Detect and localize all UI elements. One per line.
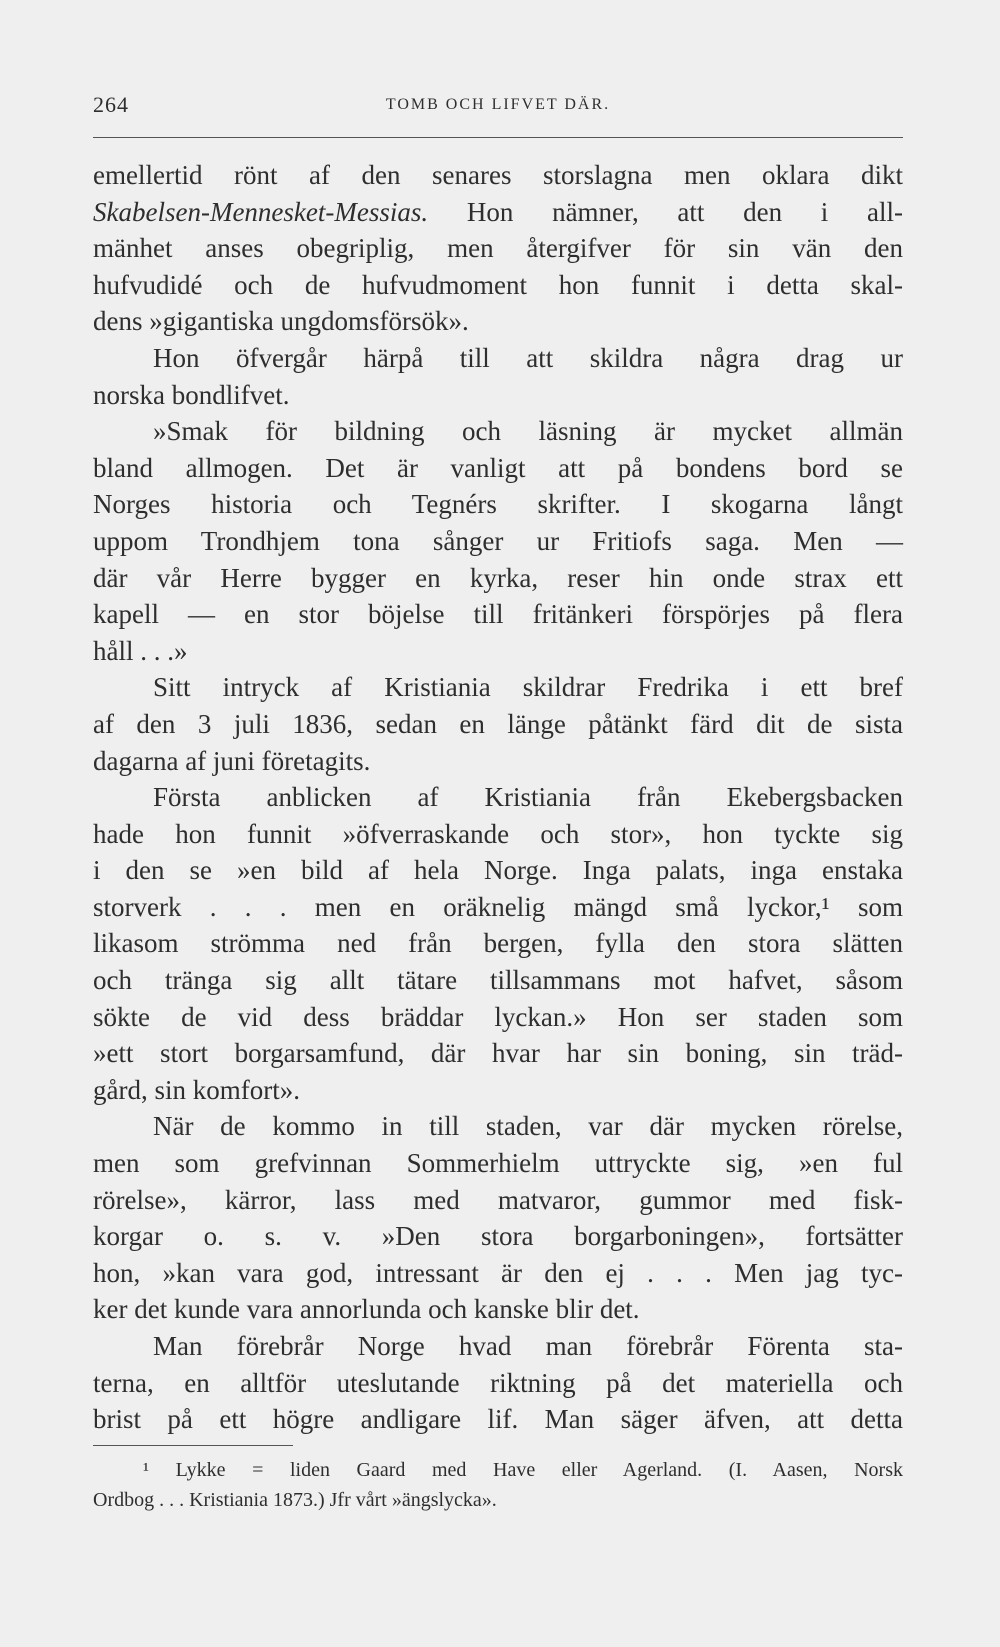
page-number: 264 bbox=[93, 92, 129, 117]
text-line: kapell — en stor böjelse till fritänkeri förspörjes på flera bbox=[93, 599, 903, 630]
text-line: brist på ett högre andligare lif. Man säger äfven, att detta bbox=[93, 1404, 903, 1435]
running-head bbox=[93, 92, 903, 122]
text-line: »ett stort borgarsamfund, där hvar har sin boning, sin träd- bbox=[93, 1038, 903, 1069]
text-line: hade hon funnit »öfverraskande och stor», hon tyckte sig bbox=[93, 818, 903, 849]
text-line: i den se »en bild af hela Norge. Inga palats, inga enstaka bbox=[93, 855, 903, 886]
text-line: När de kommo in till staden, var där mycken rörelse, bbox=[153, 1111, 903, 1142]
text-line: hon, »kan vara god, intressant är den ej . . . Men jag tyc- bbox=[93, 1257, 903, 1288]
text-line: korgar o. s. v. »Den stora borgarboningen», fortsätter bbox=[93, 1221, 903, 1252]
text-line: likasom strömma ned från bergen, fylla den stora slätten bbox=[93, 928, 903, 959]
text-line: håll . . .» bbox=[93, 635, 188, 666]
text-line: Skabelsen-Mennesket-Messias. Hon nämner, att den i all- bbox=[93, 196, 903, 227]
text-line: rörelse», kärror, lass med matvaror, gummor med fisk- bbox=[93, 1184, 903, 1215]
text-line: bland allmogen. Det är vanligt att på bondens bord se bbox=[93, 452, 903, 483]
text-line: Man förebrår Norge hvad man förebrår Förenta sta- bbox=[153, 1331, 903, 1361]
text-line: mänhet anses obegriplig, men återgifver för sin vän den bbox=[93, 233, 903, 264]
text-line: och tränga sig allt tätare tillsammans mot hafvet, såsom bbox=[93, 965, 903, 996]
text-line: dagarna af juni företagits. bbox=[93, 745, 371, 776]
text-line: gård, sin komfort». bbox=[93, 1074, 300, 1105]
text-line: Första anblicken af Kristiania från Ekebergsbacken bbox=[153, 782, 903, 813]
footnote-rule bbox=[93, 1445, 293, 1446]
footnotes bbox=[93, 1455, 903, 1515]
text-line: emellertid rönt af den senares storslagna men oklara dikt bbox=[93, 160, 903, 190]
text-line: dens »gigantiska ungdomsförsök». bbox=[93, 306, 469, 337]
text-line: storverk . . . men en oräknelig mängd små lyckor,¹ som bbox=[93, 891, 903, 922]
footnote-line: Ordbog . . . Kristiania 1873.) Jfr vårt »ängslycka». bbox=[93, 1489, 497, 1511]
text-line: af den 3 juli 1836, sedan en länge påtänkt färd dit de sista bbox=[93, 708, 903, 739]
text-line: Hon öfvergår härpå till att skildra några drag ur bbox=[153, 342, 903, 373]
body-text bbox=[93, 157, 903, 1438]
text-line: där vår Herre bygger en kyrka, reser hin onde strax ett bbox=[93, 562, 903, 593]
text-line: norska bondlifvet. bbox=[93, 379, 290, 410]
running-title: TOMB OCH LIFVET DÄR. bbox=[385, 96, 611, 113]
text-line: men som grefvinnan Sommerhielm uttryckte sig, »en ful bbox=[93, 1148, 903, 1179]
text-line: uppom Trondhjem tona sånger ur Fritiofs saga. Men — bbox=[93, 525, 903, 556]
text-line: »Smak för bildning och läsning är mycket allmän bbox=[153, 416, 903, 447]
text-line: hufvudidé och de hufvudmoment hon funnit i detta skal- bbox=[93, 269, 903, 300]
text-line: sökte de vid dess bräddar lyckan.» Hon ser staden som bbox=[93, 1001, 903, 1032]
text-line: terna, en alltför uteslutande riktning på det materiella och bbox=[93, 1367, 903, 1398]
footnote-line: ¹ Lykke = liden Gaard med Have eller Agerland. (I. Aasen, Norsk bbox=[143, 1459, 903, 1481]
text-line: ker det kunde vara annorlunda och kanske blir det. bbox=[93, 1294, 640, 1325]
text-line: Norges historia och Tegnérs skrifter. I skogarna långt bbox=[93, 489, 903, 520]
text-line: Sitt intryck af Kristiania skildrar Fredrika i ett bref bbox=[153, 672, 903, 703]
header-rule bbox=[93, 137, 903, 138]
